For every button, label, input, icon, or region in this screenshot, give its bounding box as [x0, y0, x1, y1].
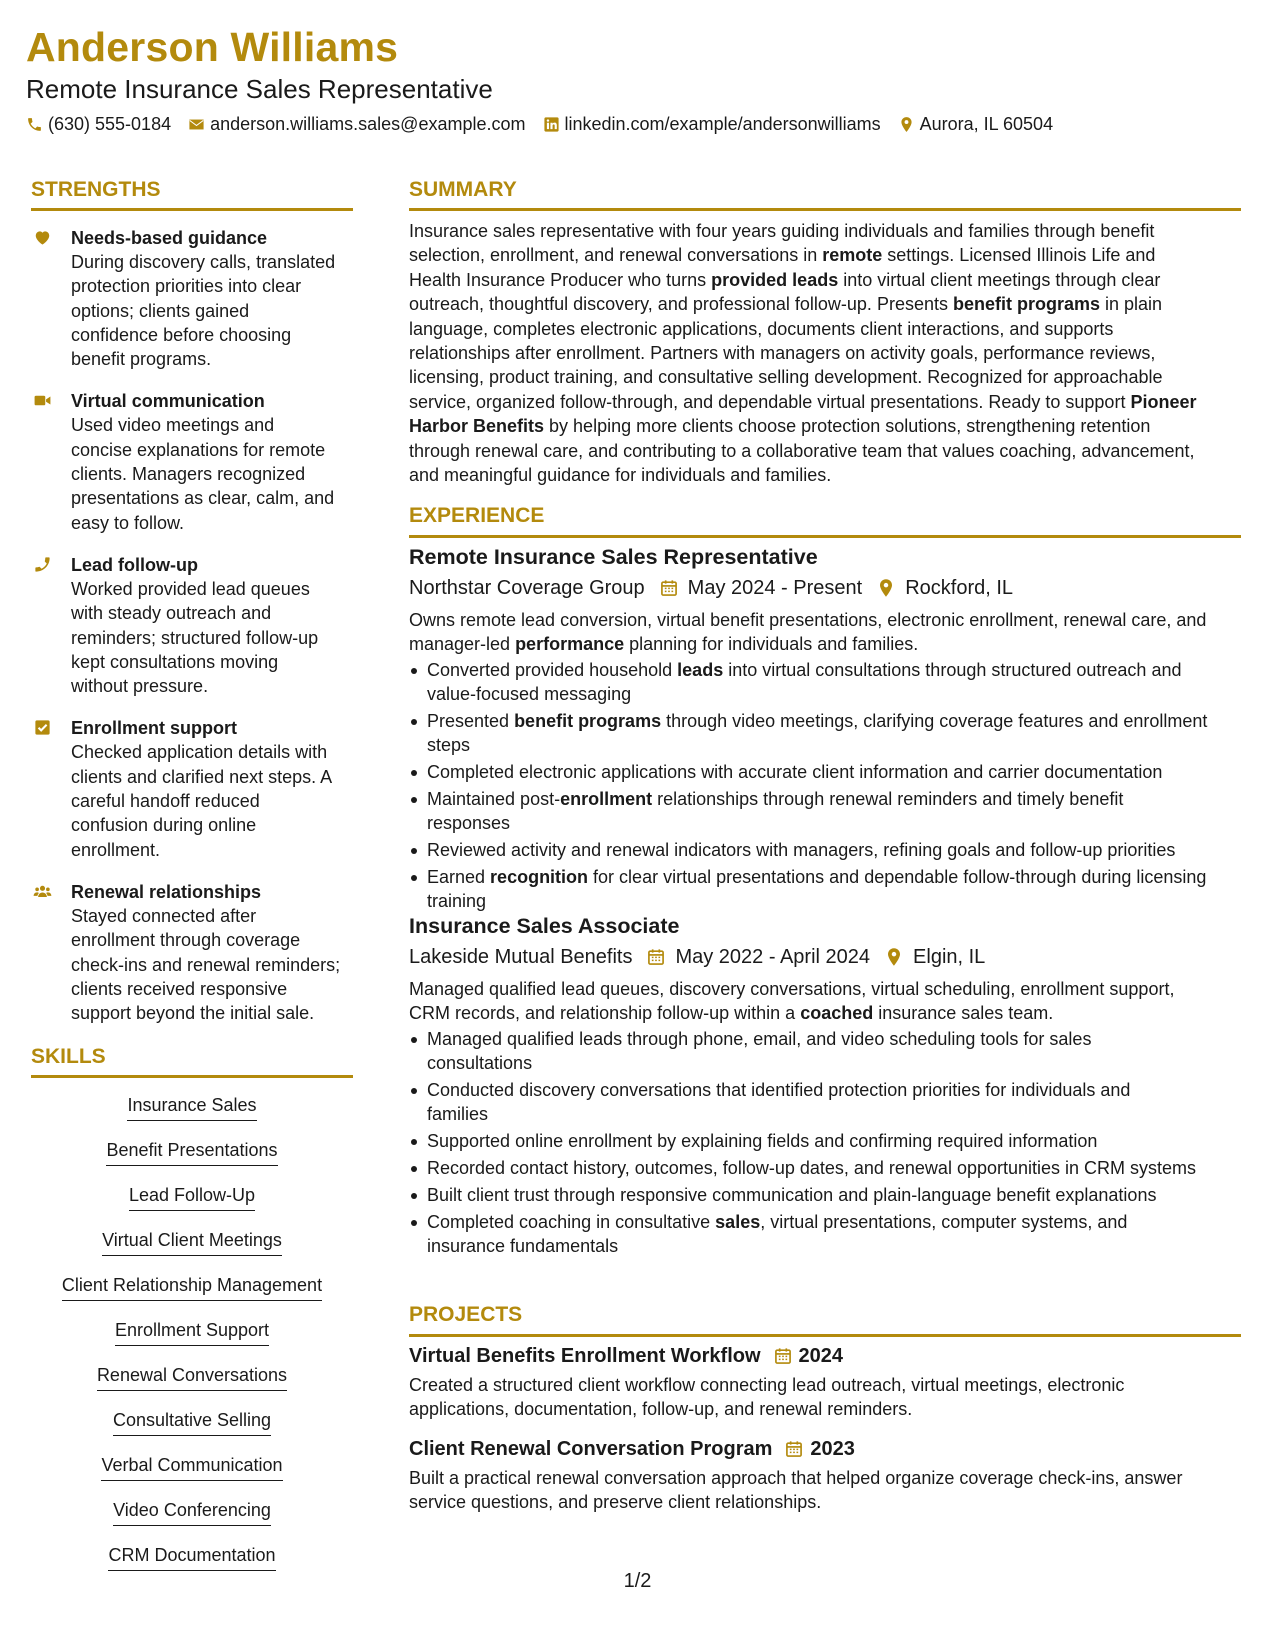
bullet-line: Converted provided household leads into virtual consultations through structured outreach and: [427, 659, 1182, 680]
strength-title: Lead follow-up: [71, 554, 198, 575]
strength-line: confusion during online: [71, 815, 257, 836]
text-line: Owns remote lead conversion, virtual benefit presentations, electronic enrollment, renewal care, and: [409, 610, 1207, 630]
project-year: 2024: [798, 1345, 844, 1367]
page-number: 1/2: [623, 1570, 652, 1592]
summary-rule: [409, 208, 1241, 211]
job-meta: [409, 574, 1241, 602]
contact-phone[interactable]: [26, 114, 171, 135]
strength-line: Worked provided lead queues: [71, 578, 310, 599]
bullet-line: insurance fundamentals: [427, 1236, 619, 1257]
linkedin-icon: [543, 116, 560, 133]
strength-line: confidence before choosing: [71, 324, 292, 345]
skill-label: Lead Follow-Up: [129, 1183, 255, 1211]
bullet-line: Managed qualified leads through phone, email, and video scheduling tools for sales: [427, 1028, 1092, 1049]
bullet-item: [409, 838, 1241, 862]
text-line: service, organized follow-through, and dependable virtual presentations. Ready to support Pioneer: [409, 391, 1197, 412]
strengths-heading: STRENGTHS: [31, 178, 161, 201]
bullet-line: Earned recognition for clear virtual presentations and dependable follow-through during licensing: [427, 867, 1207, 888]
job-entry: [409, 543, 1241, 916]
text-line: and meaningful guidance for individuals and families.: [409, 465, 832, 486]
bullet-item: [409, 787, 1241, 836]
text-line: licensing, product training, and consultative selling development. Recognized for approachable: [409, 367, 1163, 388]
candidate-title: Remote Insurance Sales Representative: [26, 74, 493, 104]
bullet-line: consultations: [427, 1053, 533, 1074]
project-title: Virtual Benefits Enrollment Workflow: [409, 1345, 761, 1367]
contact-email-text: anderson.williams.sales@example.com: [210, 114, 526, 134]
job-meta: [409, 943, 1241, 971]
skills-rule: [31, 1075, 353, 1078]
skill-label: Client Relationship Management: [62, 1273, 322, 1301]
heart-icon: [33, 228, 52, 247]
job-bullets: [409, 1027, 1241, 1259]
strengths-rule: [31, 208, 353, 211]
skill-label: Video Conferencing: [113, 1498, 271, 1526]
strength-line: careful handoff reduced: [71, 791, 260, 812]
skill-label: Benefit Presentations: [106, 1138, 277, 1166]
skill-tag: [31, 1408, 353, 1453]
job-dates: May 2024 - Present: [687, 577, 863, 599]
strength-line: with steady outreach and: [71, 603, 272, 624]
job-bullets: [409, 658, 1241, 914]
text-line: selection, enrollment, and renewal conversations in remote settings. Licensed Illinois Life and: [409, 245, 1156, 266]
text-line: Managed qualified lead queues, discovery conversations, virtual scheduling, enrollment support,: [409, 979, 1175, 999]
strength-line: reminders; structured follow-up: [71, 627, 319, 648]
project-entry: [409, 1435, 1241, 1515]
summary-text: [409, 219, 1241, 487]
bullet-line: Supported online enrollment by explaining fields and confirming required information: [427, 1131, 1098, 1152]
video-camera-icon: [33, 391, 52, 410]
contact-linkedin-text: linkedin.com/example/andersonwilliams: [564, 114, 881, 134]
experience-heading: EXPERIENCE: [409, 504, 545, 527]
project-description: [409, 1466, 1241, 1515]
strength-line: presentations as clear, calm, and: [71, 488, 335, 509]
summary-heading: SUMMARY: [409, 178, 517, 201]
bullet-line: Built client trust through responsive communication and plain-language benefit explanations: [427, 1184, 1157, 1205]
bullet-item: [409, 658, 1241, 707]
bullet-line: Presented benefit programs through video meetings, clarifying coverage features and enrollment: [427, 711, 1208, 732]
project-entry: [409, 1342, 1241, 1422]
bullet-item: [409, 1183, 1241, 1207]
job-dates: May 2022 - April 2024: [675, 946, 871, 968]
strength-description: [71, 904, 353, 1025]
strength-line: enrollment through coverage: [71, 930, 301, 951]
bullet-line: value-focused messaging: [427, 684, 632, 705]
map-pin-icon: [876, 578, 896, 598]
envelope-icon: [188, 116, 205, 133]
calendar-icon: [646, 947, 666, 967]
strength-title: Needs-based guidance: [71, 228, 268, 248]
calendar-icon: [784, 1439, 804, 1459]
text-line: Health Insurance Producer who turns provided leads into virtual client meetings through clear: [409, 269, 1161, 290]
users-icon: [33, 882, 52, 901]
job-intro: [409, 977, 1241, 1026]
strength-description: [71, 577, 353, 698]
project-title-row: [409, 1435, 1241, 1463]
contact-phone-text: (630) 555-0184: [48, 114, 172, 134]
skill-tag: [31, 1498, 353, 1543]
strength-line: without pressure.: [71, 676, 209, 697]
skill-tag: [31, 1093, 353, 1138]
bullet-item: [409, 1027, 1241, 1076]
strength-line: Used video meetings and: [71, 415, 275, 436]
strength-line: clients and clarified next steps. A: [71, 766, 333, 787]
text-line: language, completes electronic applications, documents client interactions, and supports: [409, 318, 1114, 339]
project-line: Built a practical renewal conversation approach that helped organize coverage check-ins, answer: [409, 1468, 1183, 1488]
strength-line: protection priorities into clear: [71, 276, 302, 297]
bullet-item: [409, 709, 1241, 758]
strength-title: Enrollment support: [71, 718, 237, 739]
project-year: 2023: [810, 1438, 855, 1460]
strength-title: Virtual communication: [71, 391, 265, 412]
job-entry: [409, 912, 1241, 1261]
job-location: Rockford, IL: [905, 577, 1014, 599]
skill-label: Insurance Sales: [127, 1093, 256, 1121]
skill-label: Renewal Conversations: [97, 1363, 287, 1391]
skill-label: Enrollment Support: [115, 1318, 269, 1346]
strength-line: clients received responsive: [71, 978, 288, 999]
skill-label: CRM Documentation: [108, 1543, 275, 1571]
strength-line: check-ins and renewal reminders;: [71, 954, 341, 975]
strength-item: [31, 226, 353, 371]
map-pin-icon: [898, 116, 915, 133]
strength-line: benefit programs.: [71, 349, 212, 370]
strength-item: [31, 389, 353, 534]
text-line: relationships after enrollment. Partners with managers on activity goals, performance reviews,: [409, 343, 1156, 364]
job-intro: [409, 608, 1241, 657]
bullet-line: responses: [427, 813, 511, 834]
strength-item: [31, 716, 353, 861]
project-line: service questions, and preserve client relationships.: [409, 1492, 822, 1513]
strength-line: enrollment.: [71, 839, 161, 860]
text-line: Harbor Benefits by helping more clients choose protection solutions, strengthening retention: [409, 416, 1151, 437]
bullet-item: [409, 1078, 1241, 1127]
strength-item: [31, 880, 353, 1025]
candidate-name: Anderson Williams: [26, 24, 399, 70]
text-line: manager-led performance planning for individuals and families.: [409, 634, 919, 655]
job-company: Lakeside Mutual Benefits: [409, 946, 633, 968]
skill-label: Virtual Client Meetings: [102, 1228, 282, 1256]
strength-description: [71, 740, 353, 861]
bullet-item: [409, 865, 1241, 914]
project-description: [409, 1373, 1241, 1422]
experience-rule: [409, 535, 1241, 538]
skill-tag: [31, 1138, 353, 1183]
text-line: Insurance sales representative with four years guiding individuals and families through benefit: [409, 221, 1155, 241]
bullet-line: training: [427, 891, 487, 912]
strength-title: Renewal relationships: [71, 881, 262, 902]
phone-icon: [26, 116, 43, 133]
map-pin-icon: [884, 947, 904, 967]
skill-label: Verbal Communication: [101, 1453, 282, 1481]
phone-icon: [33, 555, 52, 574]
strength-line: Checked application details with: [71, 742, 328, 763]
calendar-icon: [659, 578, 679, 598]
skill-tag: [31, 1363, 353, 1408]
skills-heading: SKILLS: [31, 1045, 106, 1068]
bullet-item: [409, 1210, 1241, 1259]
contact-location-text: Aurora, IL 60504: [919, 114, 1054, 134]
skill-tag: [31, 1318, 353, 1363]
strength-line: concise explanations for remote: [71, 439, 326, 460]
projects-heading: PROJECTS: [409, 1303, 523, 1326]
bullet-line: Recorded contact history, outcomes, follow-up dates, and renewal opportunities in CRM systems: [427, 1158, 1197, 1179]
bullet-line: Completed electronic applications with accurate client information and carrier documentation: [427, 762, 1163, 783]
strength-item: [31, 553, 353, 698]
strength-line: easy to follow.: [71, 512, 185, 533]
job-title: Remote Insurance Sales Representative: [409, 545, 818, 569]
job-company: Northstar Coverage Group: [409, 577, 645, 599]
skill-tag: [31, 1273, 353, 1318]
project-line: applications, documentation, follow-up, and renewal reminders.: [409, 1399, 913, 1420]
skill-tag: [31, 1228, 353, 1273]
strength-line: Stayed connected after: [71, 905, 257, 926]
skills-list: [31, 1093, 353, 1588]
bullet-item: [409, 1156, 1241, 1180]
strength-description: [71, 250, 353, 371]
bullet-line: families: [427, 1104, 489, 1125]
job-location: Elgin, IL: [913, 946, 986, 968]
bullet-line: steps: [427, 735, 471, 756]
text-line: through renewal care, and contributing to a collaborative team that values coaching, advancement,: [409, 440, 1195, 461]
skill-label: Consultative Selling: [113, 1408, 271, 1436]
skill-tag: [31, 1183, 353, 1228]
calendar-icon: [773, 1346, 793, 1366]
bullet-line: Conducted discovery conversations that identified protection priorities for individuals and: [427, 1080, 1131, 1101]
strength-line: kept consultations moving: [71, 651, 279, 672]
job-title: Insurance Sales Associate: [409, 914, 680, 938]
project-title: Client Renewal Conversation Program: [409, 1438, 773, 1460]
text-line: CRM records, and relationship follow-up within a coached insurance sales team.: [409, 1003, 1054, 1024]
strength-line: clients. Managers recognized: [71, 464, 306, 485]
contact-email[interactable]: [188, 114, 525, 135]
project-title-row: [409, 1342, 1241, 1370]
text-line: outreach, thoughtful discovery, and professional follow-up. Presents benefit programs in plain: [409, 294, 1163, 315]
bullet-line: Reviewed activity and renewal indicators with managers, refining goals and follow-up priorities: [427, 840, 1176, 861]
skill-tag: [31, 1453, 353, 1498]
check-square-icon: [33, 718, 52, 737]
project-line: Created a structured client workflow connecting lead outreach, virtual meetings, electronic: [409, 1375, 1125, 1395]
strength-line: During discovery calls, translated: [71, 252, 336, 272]
projects-rule: [409, 1334, 1241, 1337]
bullet-item: [409, 760, 1241, 784]
bullet-line: Maintained post-enrollment relationships through renewal reminders and timely benefit: [427, 789, 1124, 810]
strength-line: support beyond the initial sale.: [71, 1003, 315, 1024]
bullet-item: [409, 1129, 1241, 1153]
contact-linkedin[interactable]: [543, 114, 881, 135]
contact-location: [898, 114, 1053, 135]
contact-bar: [26, 114, 1070, 135]
strengths-list: [31, 226, 353, 1043]
strength-description: [71, 413, 353, 534]
bullet-line: Completed coaching in consultative sales, virtual presentations, computer systems, and: [427, 1211, 1128, 1232]
strength-line: options; clients gained: [71, 300, 250, 321]
